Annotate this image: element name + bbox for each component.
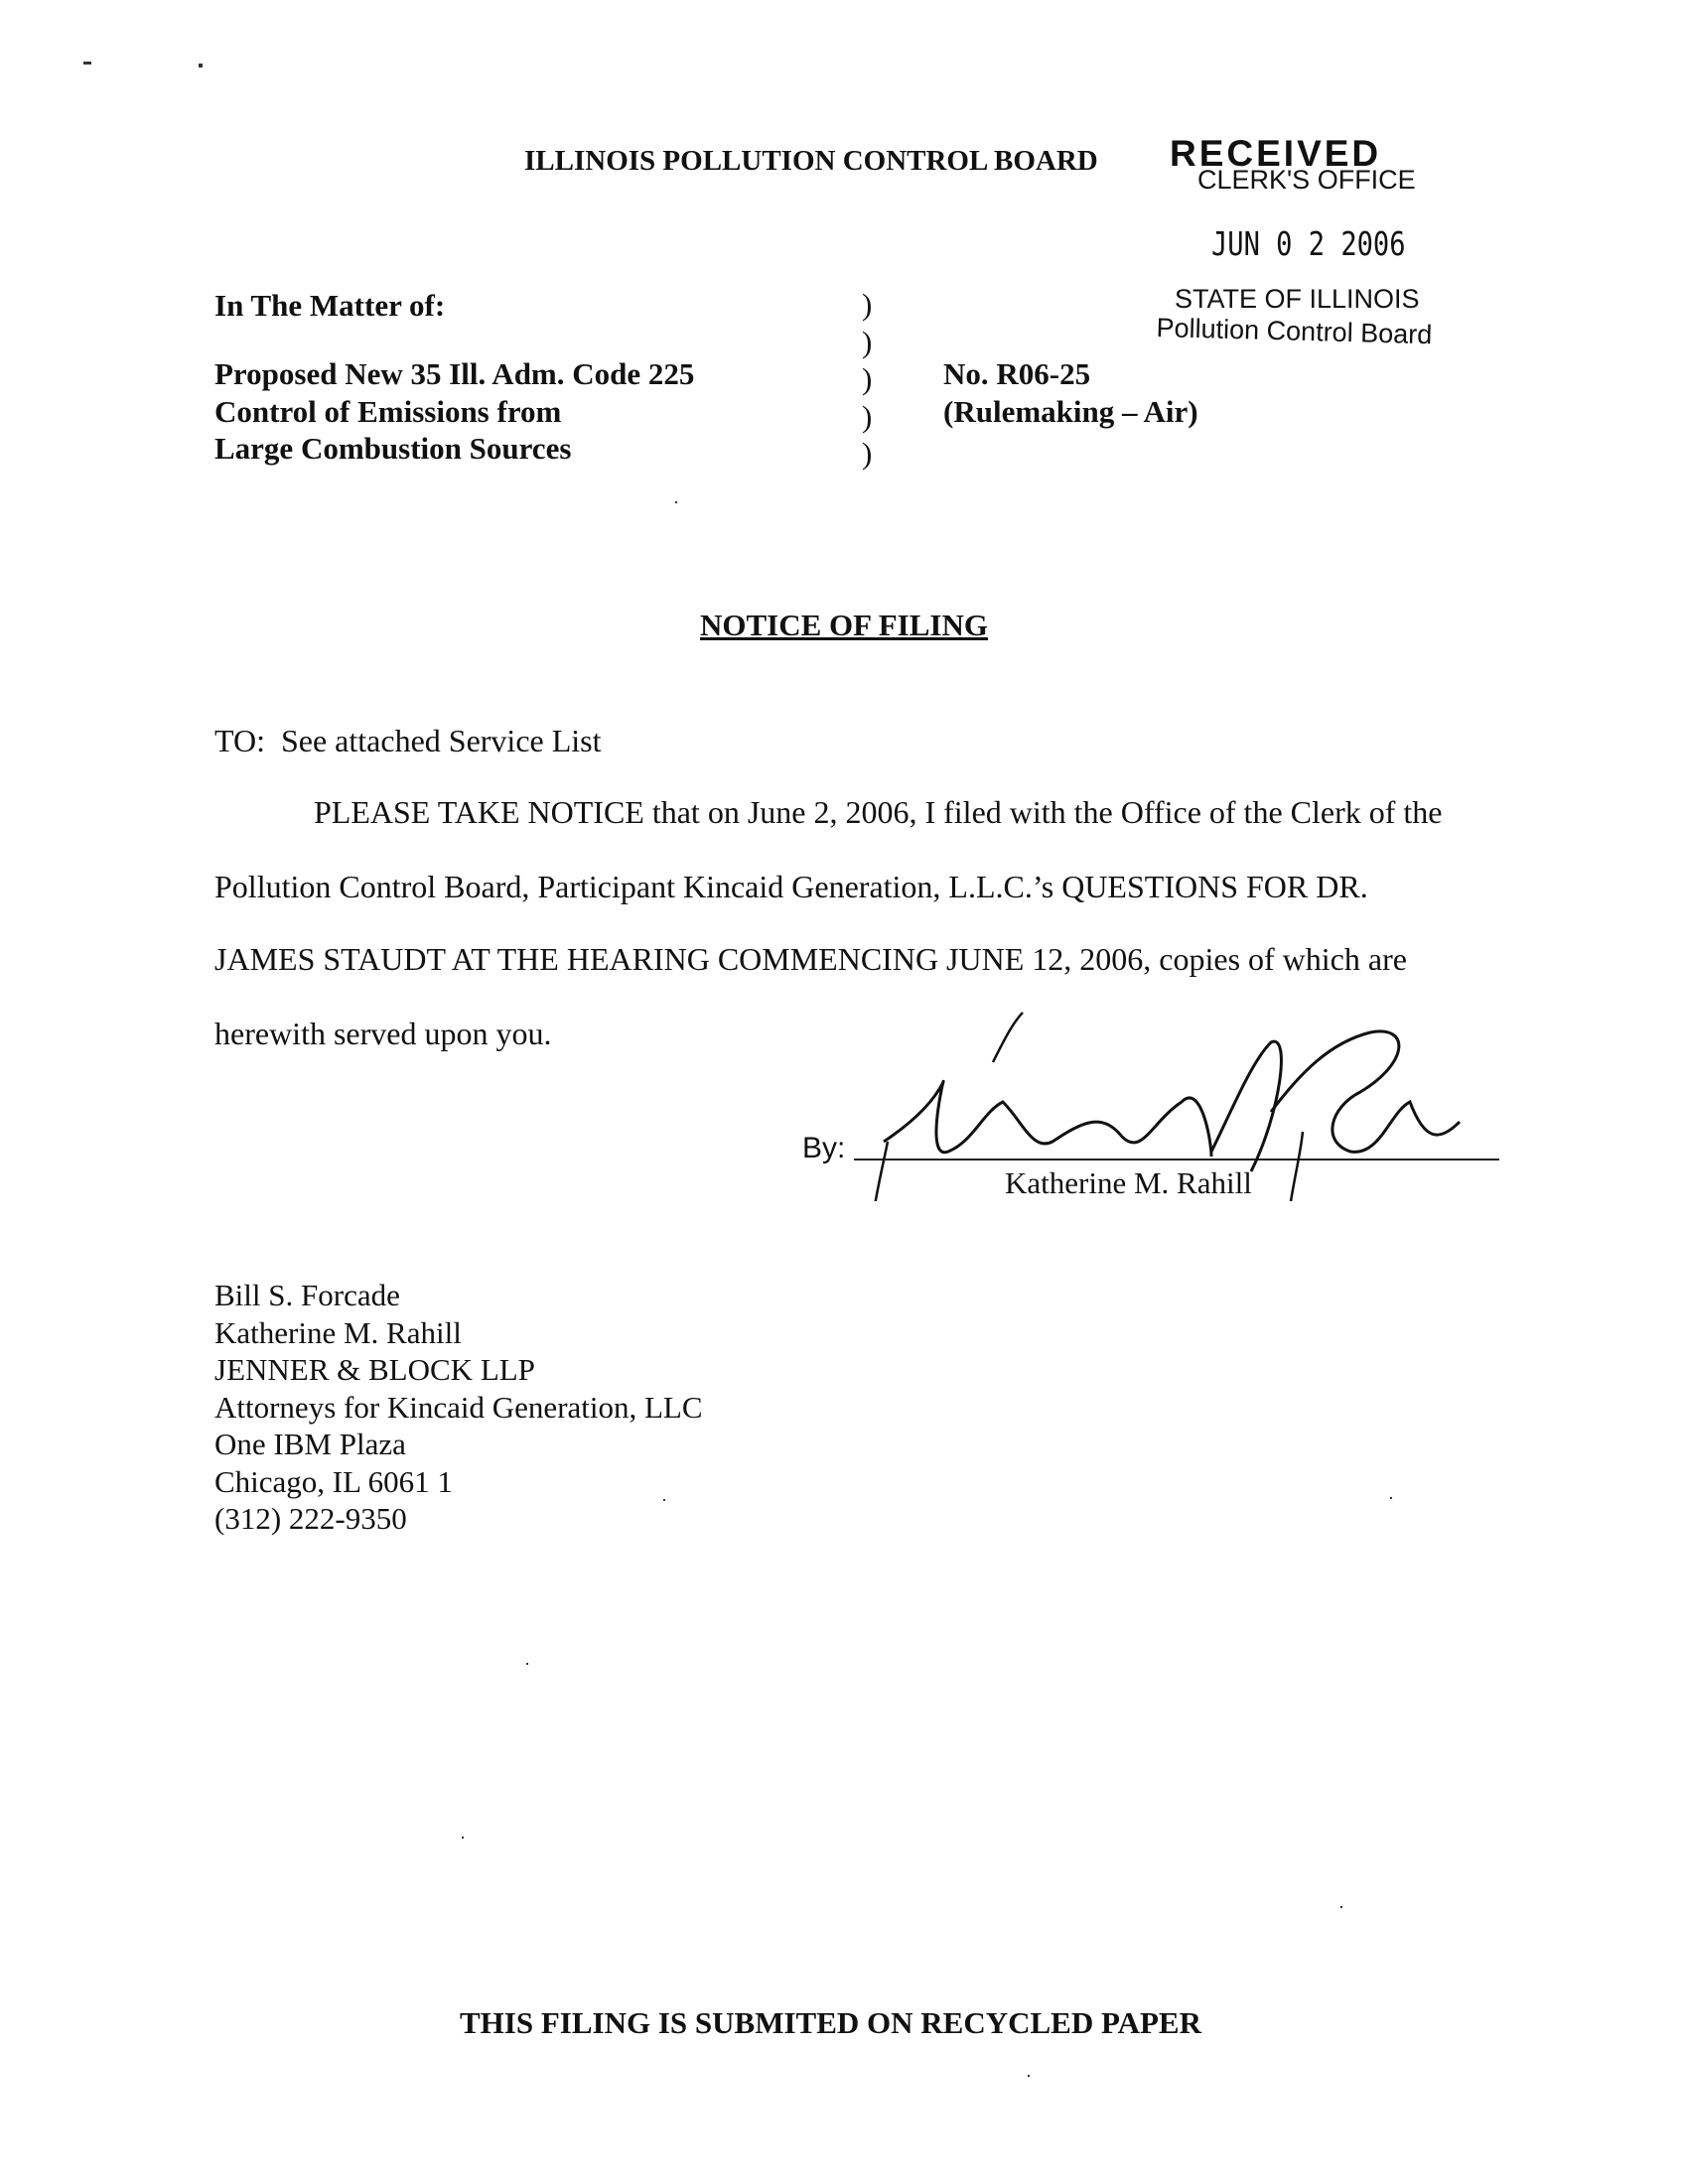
case-title-line: Large Combustion Sources (214, 431, 572, 466)
stamp-date: JUN 0 2 2006 (1211, 224, 1406, 263)
stamp-received: RECEIVED (1170, 133, 1382, 174)
attorney-line: Attorneys for Kincaid Generation, LLC (214, 1389, 703, 1425)
by-label: By: (802, 1132, 846, 1164)
case-title-line: Proposed New 35 Ill. Adm. Code 225 (214, 356, 695, 391)
signer-name: Katherine M. Rahill (1005, 1165, 1252, 1200)
notice-heading: NOTICE OF FILING (700, 608, 988, 642)
stamp-board: Pollution Control Board (1156, 313, 1433, 350)
caption-parentheses: ) ) ) ) ) (862, 287, 873, 471)
attorney-line: Chicago, IL 6061 1 (214, 1463, 453, 1499)
attorney-line: (312) 222-9350 (214, 1501, 407, 1536)
attorney-line: Bill S. Forcade (214, 1278, 400, 1312)
attorney-block (214, 1277, 703, 1538)
body-line: PLEASE TAKE NOTICE that on June 2, 2006, I filed with the Office of the Clerk of the (314, 794, 1443, 830)
case-title (214, 355, 694, 468)
to-line: TO: See attached Service List (214, 723, 602, 758)
case-number: No. R06-25 (943, 356, 1091, 391)
stamp-state: STATE OF ILLINOIS (1175, 284, 1420, 314)
body-line: JAMES STAUDT AT THE HEARING COMMENCING JUNE 12, 2006, copies of which are (214, 941, 1407, 977)
recycled-paper-note: THIS FILING IS SUBMITED ON RECYCLED PAPER (460, 2005, 1201, 2040)
attorney-line: One IBM Plaza (214, 1427, 406, 1461)
attorney-line: JENNER & BLOCK LLP (214, 1352, 535, 1387)
board-title: ILLINOIS POLLUTION CONTROL BOARD (524, 145, 1098, 177)
matter-label: In The Matter of: (214, 288, 446, 323)
case-type: (Rulemaking – Air) (943, 394, 1198, 429)
stamp-clerks-office: CLERK'S OFFICE (1197, 165, 1416, 195)
case-title-line: Control of Emissions from (214, 393, 562, 429)
body-line: Pollution Control Board, Participant Kincaid Generation, L.L.C.’s QUESTIONS FOR DR. (214, 869, 1368, 904)
body-line: herewith served upon you. (214, 1016, 552, 1051)
attorney-line: Katherine M. Rahill (214, 1314, 462, 1350)
